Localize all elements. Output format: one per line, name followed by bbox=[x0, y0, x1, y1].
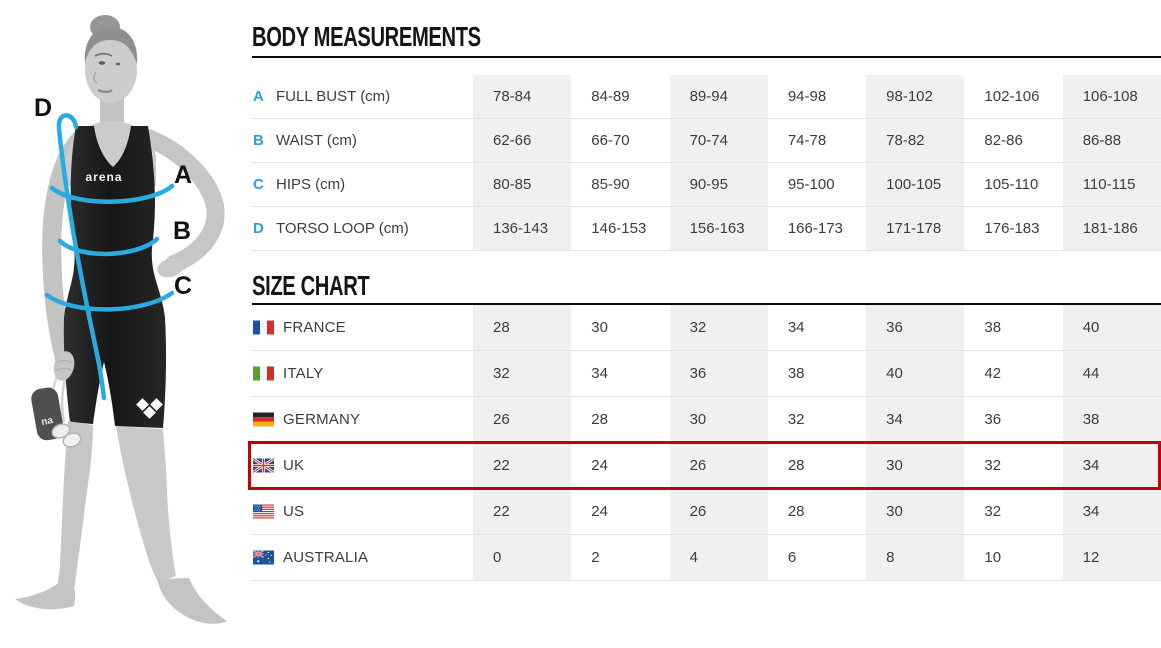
size-value-cell: 4 bbox=[670, 535, 768, 580]
measurement-value-cell: 156-163 bbox=[670, 207, 768, 250]
measurement-label: WAIST (cm) bbox=[276, 132, 357, 149]
size-value-cell: 38 bbox=[1063, 397, 1161, 442]
model-illustration bbox=[0, 0, 250, 648]
country-name: US bbox=[283, 503, 305, 520]
us-flag-icon bbox=[253, 504, 274, 519]
size-value-cell: 8 bbox=[866, 535, 964, 580]
country-name: GERMANY bbox=[283, 411, 361, 428]
measurement-value-cell: 74-78 bbox=[787, 132, 827, 149]
country-label-cell bbox=[252, 535, 473, 580]
size-value-cell: 26 bbox=[473, 397, 571, 442]
measurement-value-cell: 62-66 bbox=[473, 119, 571, 162]
country-name: FRANCE bbox=[283, 319, 346, 336]
size-chart-table bbox=[252, 305, 1161, 581]
country-name: ITALY bbox=[283, 365, 324, 382]
size-value-cell: 22 bbox=[473, 443, 571, 488]
size-value-cell: 30 bbox=[866, 443, 964, 488]
size-value-cell: 40 bbox=[1063, 305, 1161, 350]
body-measurements-section bbox=[252, 23, 1161, 251]
australia-flag-icon bbox=[253, 550, 274, 565]
italy-flag-icon bbox=[253, 366, 274, 381]
measurement-value-cell: 106-108 bbox=[1063, 75, 1161, 118]
measurement-value-cell: 82-86 bbox=[984, 132, 1023, 149]
size-value-cell: 34 bbox=[1063, 443, 1161, 488]
size-value-cell: 6 bbox=[787, 549, 797, 566]
size-value-cell: 32 bbox=[984, 457, 1002, 474]
measurement-label-cell bbox=[252, 75, 473, 118]
size-value-cell: 2 bbox=[591, 549, 600, 566]
measurement-value-cell: 86-88 bbox=[1063, 119, 1161, 162]
measurement-value-cell: 105-110 bbox=[984, 176, 1039, 193]
measurement-label-cell bbox=[252, 207, 473, 250]
measurement-value-cell: 78-82 bbox=[866, 119, 964, 162]
measure-point-letter: D bbox=[253, 220, 264, 237]
measure-letter-a: A bbox=[174, 161, 193, 189]
size-value-cell: 34 bbox=[1063, 489, 1161, 534]
size-value-cell: 38 bbox=[984, 319, 1002, 336]
model-eye bbox=[116, 63, 121, 66]
size-value-cell: 32 bbox=[473, 351, 571, 396]
size-value-cell: 34 bbox=[787, 319, 805, 336]
measure-letter-d: D bbox=[34, 94, 53, 122]
measurement-label-cell bbox=[252, 163, 473, 206]
country-label-cell bbox=[252, 397, 473, 442]
size-value-cell: 28 bbox=[473, 305, 571, 350]
size-value-cell: 12 bbox=[1063, 535, 1161, 580]
measurement-label: FULL BUST (cm) bbox=[276, 88, 391, 105]
country-label-cell bbox=[252, 351, 473, 396]
measurement-label-cell bbox=[252, 119, 473, 162]
size-value-cell: 34 bbox=[866, 397, 964, 442]
measurement-value-cell: 146-153 bbox=[591, 220, 647, 237]
size-value-cell: 28 bbox=[591, 411, 608, 428]
model-right-leg bbox=[116, 426, 176, 582]
country-name: UK bbox=[283, 457, 305, 474]
size-value-cell: 30 bbox=[670, 397, 768, 442]
size-value-cell: 28 bbox=[787, 503, 805, 520]
measurement-value-cell: 85-90 bbox=[591, 176, 630, 193]
size-row bbox=[252, 351, 1161, 397]
size-value-cell: 28 bbox=[787, 457, 805, 474]
measurement-value-cell: 136-143 bbox=[473, 207, 571, 250]
measurement-label: HIPS (cm) bbox=[276, 176, 346, 193]
measurement-value-cell: 110-115 bbox=[1063, 163, 1161, 206]
measurement-row bbox=[252, 207, 1161, 251]
measurement-value-cell: 98-102 bbox=[866, 75, 964, 118]
size-chart-title: SIZE CHART bbox=[252, 270, 370, 301]
body-measurements-title: BODY MEASUREMENTS bbox=[252, 21, 481, 52]
model-eye bbox=[99, 61, 105, 64]
measurement-value-cell: 80-85 bbox=[473, 163, 571, 206]
measurement-value-cell: 84-89 bbox=[591, 88, 630, 105]
model-right-foot bbox=[157, 578, 227, 624]
measurement-value-cell: 95-100 bbox=[787, 176, 835, 193]
measure-point-letter: A bbox=[253, 88, 264, 105]
measurement-label: TORSO LOOP (cm) bbox=[276, 220, 409, 237]
measurement-row bbox=[252, 119, 1161, 163]
size-value-cell: 30 bbox=[866, 489, 964, 534]
size-value-cell: 24 bbox=[591, 457, 608, 474]
size-row bbox=[252, 305, 1161, 351]
size-value-cell: 26 bbox=[670, 489, 768, 534]
size-value-cell: 44 bbox=[1063, 351, 1161, 396]
size-value-cell: 38 bbox=[787, 365, 805, 382]
size-value-cell: 0 bbox=[473, 535, 571, 580]
measurement-value-cell: 94-98 bbox=[787, 88, 827, 105]
body-measurements-table bbox=[252, 75, 1161, 251]
measurement-value-cell: 100-105 bbox=[866, 163, 964, 206]
size-row bbox=[252, 535, 1161, 581]
size-value-cell: 22 bbox=[473, 489, 571, 534]
measurement-value-cell: 176-183 bbox=[984, 220, 1040, 237]
size-row bbox=[252, 489, 1161, 535]
size-value-cell: 40 bbox=[866, 351, 964, 396]
model-photo bbox=[0, 0, 250, 648]
measurement-value-cell: 89-94 bbox=[670, 75, 768, 118]
size-value-cell: 10 bbox=[984, 549, 1002, 566]
measurement-value-cell: 171-178 bbox=[866, 207, 964, 250]
measurement-value-cell: 181-186 bbox=[1063, 207, 1161, 250]
measure-letter-b: B bbox=[173, 217, 192, 245]
title-underline bbox=[252, 56, 1161, 58]
size-guide-content bbox=[252, 0, 1161, 581]
measure-letter-c: C bbox=[174, 272, 193, 300]
country-label-cell bbox=[252, 305, 473, 350]
size-value-cell: 26 bbox=[670, 443, 768, 488]
measurement-row bbox=[252, 163, 1161, 207]
measurement-value-cell: 66-70 bbox=[591, 132, 630, 149]
measurement-value-cell: 78-84 bbox=[473, 75, 571, 118]
size-value-cell: 36 bbox=[866, 305, 964, 350]
size-chart-section bbox=[252, 272, 1161, 581]
size-value-cell: 42 bbox=[984, 365, 1002, 382]
arena-chest-logo: arena bbox=[85, 170, 123, 184]
size-value-cell: 36 bbox=[670, 351, 768, 396]
model-right-arm bbox=[148, 138, 216, 264]
size-value-cell: 24 bbox=[591, 503, 608, 520]
country-label-cell bbox=[252, 443, 473, 488]
size-value-cell: 30 bbox=[591, 319, 608, 336]
svg-text:na: na bbox=[40, 415, 54, 429]
measurement-row bbox=[252, 75, 1161, 119]
measurement-value-cell: 166-173 bbox=[787, 220, 843, 237]
measurement-value-cell: 102-106 bbox=[984, 88, 1040, 105]
germany-flag-icon bbox=[253, 412, 274, 427]
model-left-foot bbox=[15, 584, 75, 609]
size-value-cell: 32 bbox=[670, 305, 768, 350]
size-value-cell: 36 bbox=[984, 411, 1002, 428]
country-name: AUSTRALIA bbox=[283, 549, 369, 566]
size-row bbox=[252, 443, 1161, 489]
size-value-cell: 34 bbox=[591, 365, 608, 382]
country-label-cell bbox=[252, 489, 473, 534]
size-value-cell: 32 bbox=[787, 411, 805, 428]
size-row bbox=[252, 397, 1161, 443]
measure-point-letter: C bbox=[253, 176, 264, 193]
france-flag-icon bbox=[253, 320, 274, 335]
size-value-cell: 32 bbox=[984, 503, 1002, 520]
measure-point-letter: B bbox=[253, 132, 264, 149]
measurement-value-cell: 70-74 bbox=[670, 119, 768, 162]
measurement-value-cell: 90-95 bbox=[670, 163, 768, 206]
uk-flag-icon bbox=[253, 458, 274, 473]
